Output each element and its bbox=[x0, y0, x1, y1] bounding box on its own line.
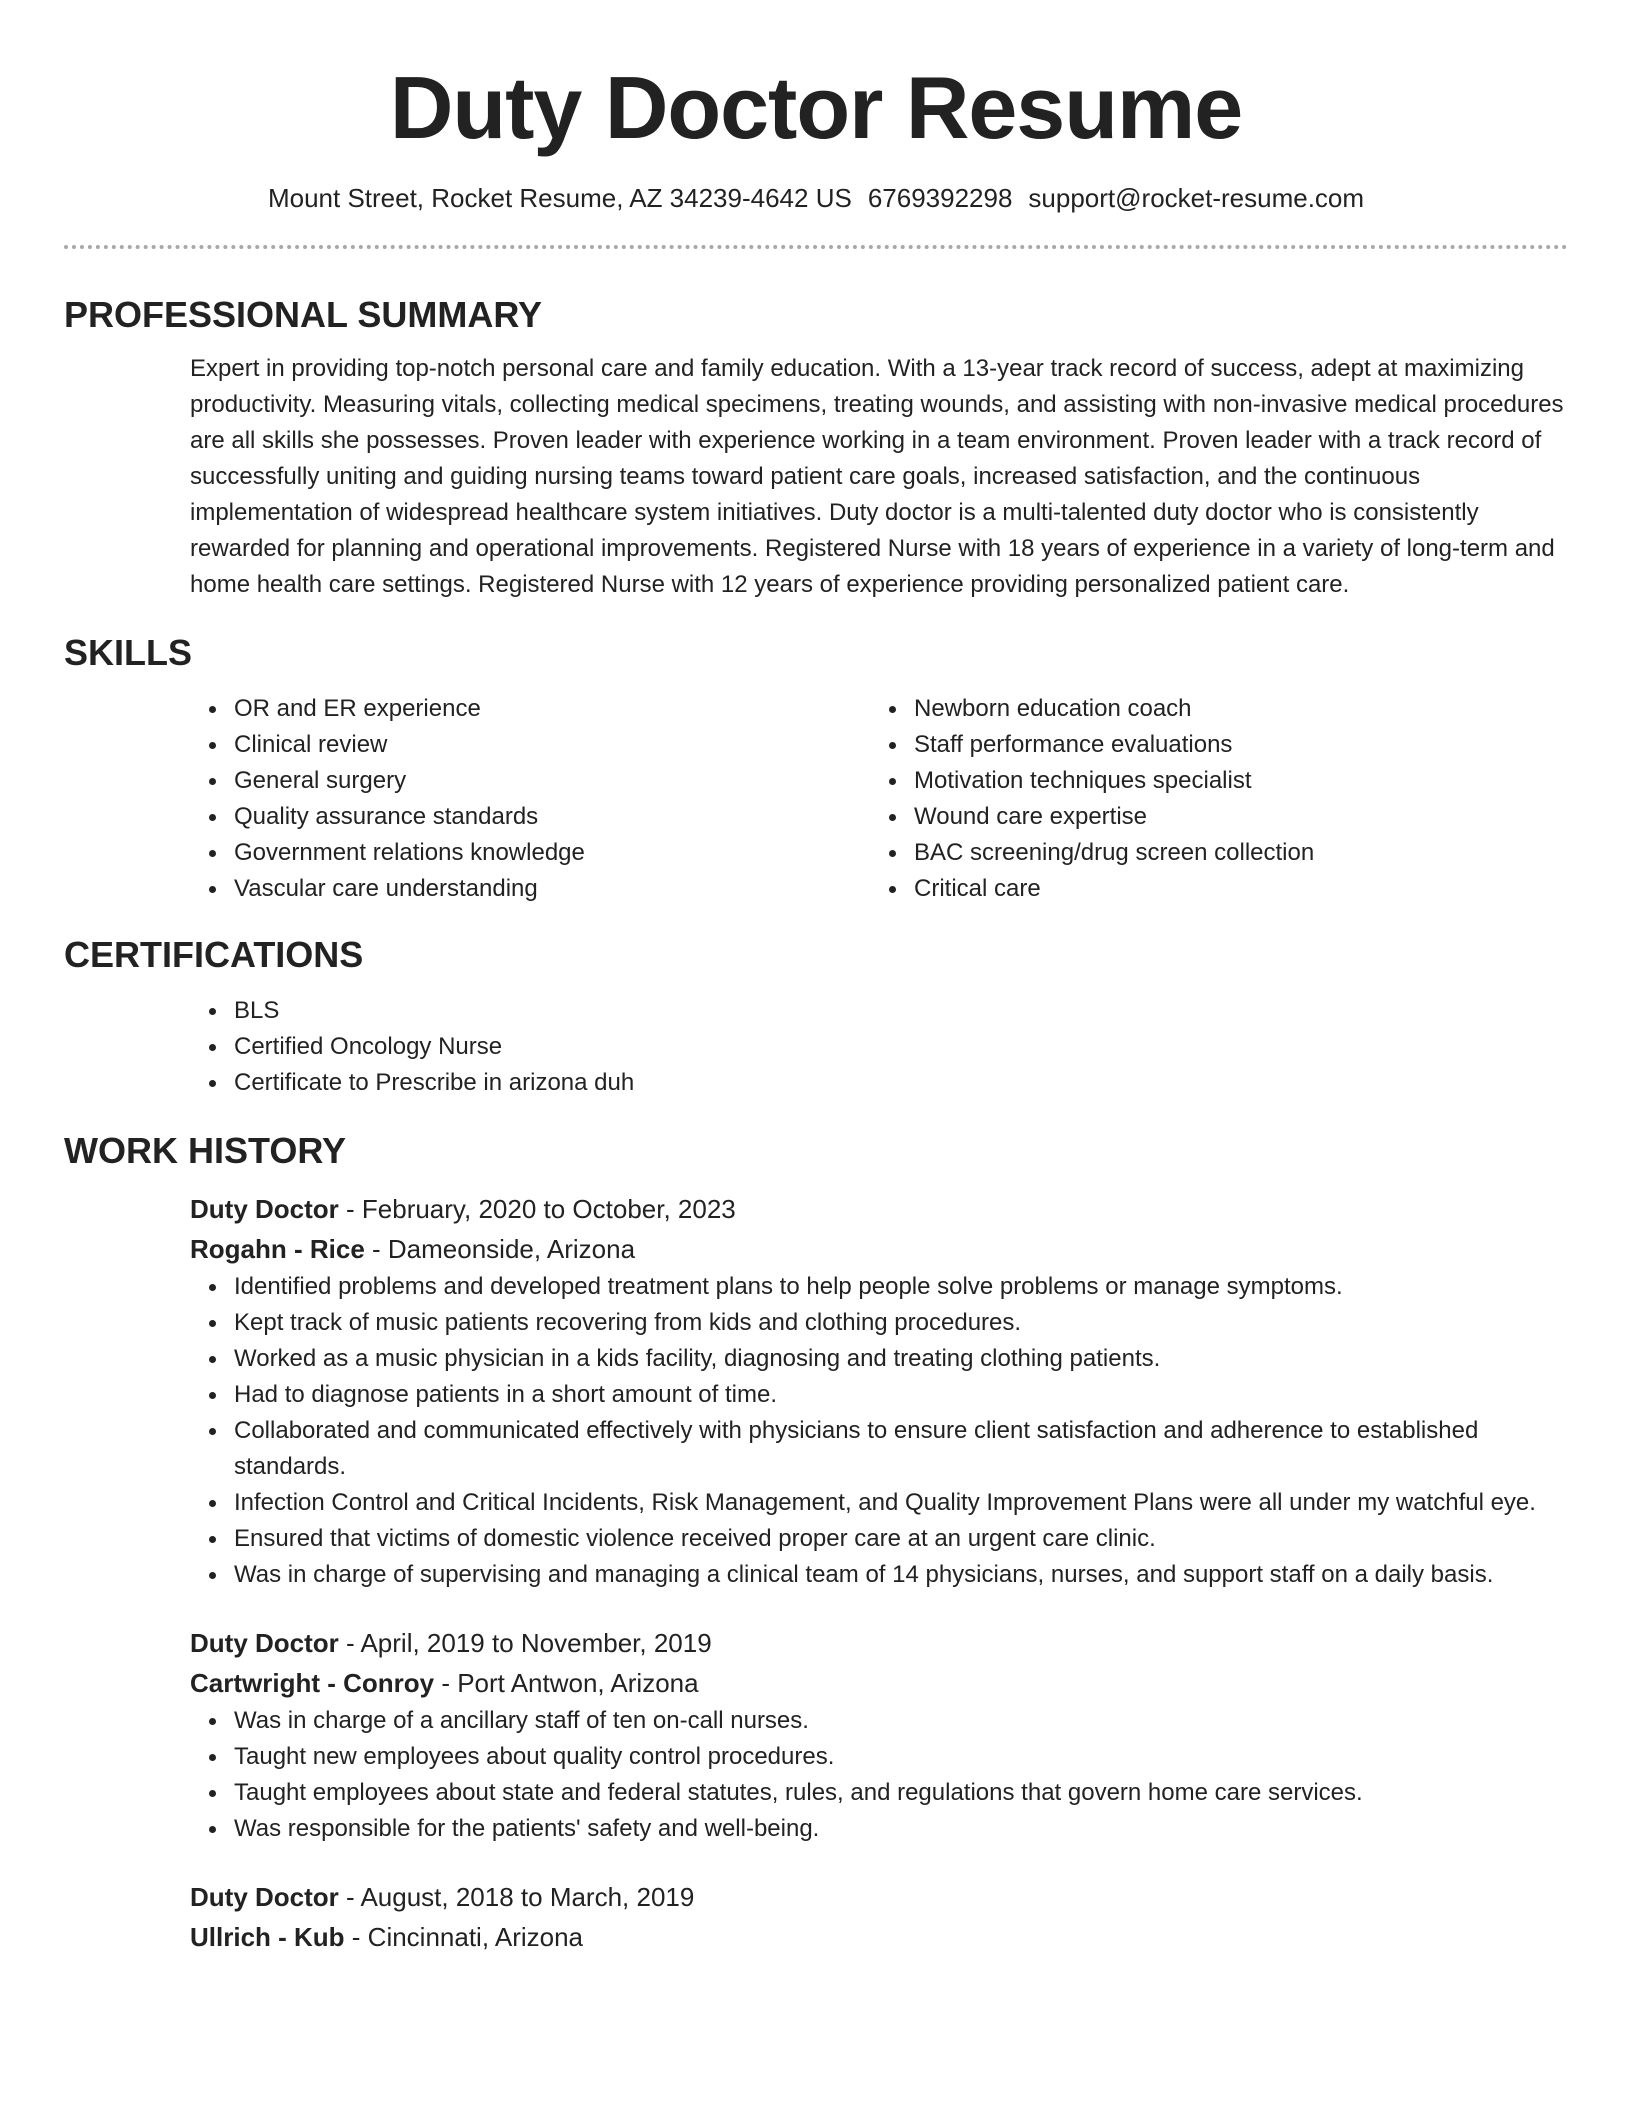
summary-text: Expert in providing top-notch personal care and family education. With a 13-year track record of success, adept at maximizing productivity. Measuring vitals, collecting medical specimens, treating wounds, and assisting with non-invasive medical procedures are all skills she possesses. Proven leader with experience working in a team environment. Proven leader with a track record of successfully uniting and guiding nursing teams toward patient care goals, increased satisfaction, and the continuous implementation of widespread healthcare system initiatives. Duty doctor is a multi-talented duty doctor who is consistently rewarded for planning and operational improvements. Registered Nurse with 18 years of experience in a variety of long-term and home health care settings. Registered Nurse with 12 years of experience providing personalized patient care. bbox=[190, 355, 1564, 598]
skill-item: Clinical review bbox=[234, 727, 870, 763]
skill-item: Critical care bbox=[914, 871, 1550, 907]
skill-item: Quality assurance standards bbox=[234, 799, 870, 835]
skill-item: Staff performance evaluations bbox=[914, 727, 1550, 763]
skills-column-left bbox=[190, 691, 870, 907]
job-title-line bbox=[190, 1623, 1568, 1663]
job-bullet: Was responsible for the patients' safety and well-being. bbox=[234, 1811, 1568, 1847]
job-bullet: Infection Control and Critical Incidents, Risk Management, and Quality Improvement Plans were all under my watchful eye. bbox=[234, 1485, 1568, 1521]
header-divider bbox=[64, 245, 1568, 249]
contact-phone: 6769392298 bbox=[867, 183, 1013, 213]
job-location: - Port Antwon, Arizona bbox=[434, 1668, 699, 1698]
skill-item: Newborn education coach bbox=[914, 691, 1550, 727]
job-bullet: Identified problems and developed treatment plans to help people solve problems or manage symptoms. bbox=[234, 1269, 1568, 1305]
certification-item: Certified Oncology Nurse bbox=[234, 1029, 1568, 1065]
certifications-list bbox=[190, 993, 1568, 1101]
skill-item: Motivation techniques specialist bbox=[914, 763, 1550, 799]
contact-email: support@rocket-resume.com bbox=[1028, 183, 1365, 213]
job-bullet: Collaborated and communicated effectively with physicians to ensure client satisfaction and adherence to established standards. bbox=[234, 1413, 1568, 1485]
job-entry bbox=[190, 1623, 1568, 1847]
job-bullet: Was in charge of a ancillary staff of ten on-call nurses. bbox=[234, 1703, 1568, 1739]
skill-item: OR and ER experience bbox=[234, 691, 870, 727]
job-bullet: Worked as a music physician in a kids facility, diagnosing and treating clothing patients. bbox=[234, 1341, 1568, 1377]
job-company-line bbox=[190, 1917, 1568, 1957]
job-title: Duty Doctor bbox=[190, 1628, 339, 1658]
certification-item: BLS bbox=[234, 993, 1568, 1029]
job-title: Duty Doctor bbox=[190, 1882, 339, 1912]
job-location: - Cincinnati, Arizona bbox=[344, 1922, 584, 1952]
job-dates: - February, 2020 to October, 2023 bbox=[338, 1194, 736, 1224]
contact-address: Mount Street, Rocket Resume, AZ 34239-4642 US bbox=[267, 183, 852, 213]
job-location: - Dameonside, Arizona bbox=[364, 1234, 636, 1264]
job-bullet: Taught employees about state and federal statutes, rules, and regulations that govern home care services. bbox=[234, 1775, 1568, 1811]
job-company-line bbox=[190, 1229, 1568, 1269]
job-bullet: Kept track of music patients recovering from kids and clothing procedures. bbox=[234, 1305, 1568, 1341]
skill-item: General surgery bbox=[234, 763, 870, 799]
certifications-heading: CERTIFICATIONS bbox=[64, 934, 364, 975]
job-company: Rogahn - Rice bbox=[190, 1234, 365, 1264]
job-dates: - August, 2018 to March, 2019 bbox=[338, 1882, 695, 1912]
skills-grid bbox=[190, 691, 1568, 907]
skill-item: Vascular care understanding bbox=[234, 871, 870, 907]
job-title-line bbox=[190, 1877, 1568, 1917]
skill-item: BAC screening/drug screen collection bbox=[914, 835, 1550, 871]
job-bullet: Ensured that victims of domestic violence received proper care at an urgent care clinic. bbox=[234, 1521, 1568, 1557]
resume-title: Duty Doctor Resume bbox=[389, 58, 1243, 157]
job-bullet: Was in charge of supervising and managing a clinical team of 14 physicians, nurses, and support staff on a daily basis. bbox=[234, 1557, 1568, 1593]
skills-column-right bbox=[870, 691, 1550, 907]
certification-item: Certificate to Prescribe in arizona duh bbox=[234, 1065, 1568, 1101]
job-title-line bbox=[190, 1189, 1568, 1229]
job-entry bbox=[190, 1877, 1568, 1957]
job-bullet: Taught new employees about quality control procedures. bbox=[234, 1739, 1568, 1775]
job-dates: - April, 2019 to November, 2019 bbox=[338, 1628, 712, 1658]
job-company: Cartwright - Conroy bbox=[190, 1668, 435, 1698]
job-title: Duty Doctor bbox=[190, 1194, 339, 1224]
skills-heading: SKILLS bbox=[64, 632, 193, 673]
job-entry bbox=[190, 1189, 1568, 1593]
skill-item: Government relations knowledge bbox=[234, 835, 870, 871]
work-history-heading: WORK HISTORY bbox=[64, 1130, 347, 1171]
skill-item: Wound care expertise bbox=[914, 799, 1550, 835]
job-bullet: Had to diagnose patients in a short amount of time. bbox=[234, 1377, 1568, 1413]
contact-line bbox=[64, 181, 1568, 215]
job-company-line bbox=[190, 1663, 1568, 1703]
summary-heading: PROFESSIONAL SUMMARY bbox=[64, 294, 543, 335]
job-company: Ullrich - Kub bbox=[190, 1922, 345, 1952]
